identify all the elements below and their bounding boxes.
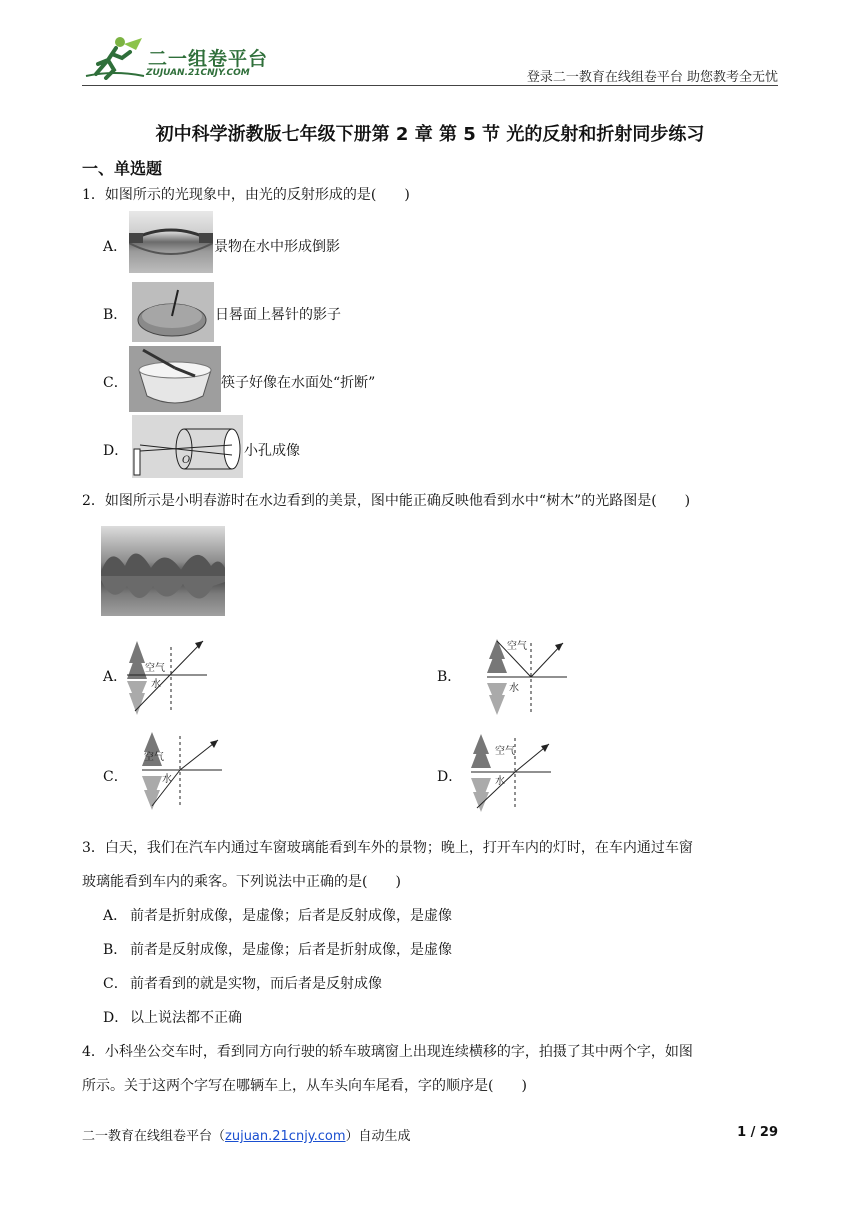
q1-option-a-text: 景物在水中形成倒影 bbox=[214, 239, 340, 255]
q2a-water-label: 水 bbox=[151, 679, 161, 690]
q1-option-c-label: C． bbox=[103, 375, 128, 391]
q2-option-a-diagram bbox=[125, 637, 210, 715]
q2-option-d-diagram bbox=[467, 732, 552, 812]
bridge-reflection-image bbox=[129, 211, 213, 273]
q1-option-d-text: 小孔成像 bbox=[244, 443, 300, 459]
page-number: 1 / 29 bbox=[737, 1125, 778, 1140]
q1-option-b-text: 日晷面上晷针的影子 bbox=[215, 307, 341, 323]
footer-source bbox=[82, 1125, 411, 1144]
page-title: 初中科学浙教版七年级下册第 2 章 第 5 节 光的反射和折射同步练习 bbox=[155, 124, 705, 145]
q2-option-b-label: B． bbox=[437, 669, 462, 685]
chopstick-bowl-photo bbox=[129, 346, 221, 412]
q3-option-c-label: C． bbox=[103, 976, 128, 992]
runner-logo-icon bbox=[84, 34, 146, 80]
question-1-stem: 1．如图所示的光现象中，由光的反射形成的是( ) bbox=[82, 187, 410, 203]
logo-subtext: ZUJUAN.21CNJY.COM bbox=[146, 68, 250, 78]
question-3-stem-line-1: 3．白天，我们在汽车内通过车窗玻璃能看到车外的景物；晚上，打开车内的灯时，在车内通过车窗 bbox=[82, 840, 693, 856]
q1-option-b-label: B． bbox=[103, 307, 128, 323]
q3-option-b-label: B． bbox=[103, 942, 128, 958]
chopstick-bowl-image bbox=[129, 346, 221, 412]
q2-option-c-label: C． bbox=[103, 769, 128, 785]
q3-option-b-text: 前者是反射成像，是虚像；后者是折射成像，是虚像 bbox=[130, 942, 452, 958]
logo-text: 二一组卷平台 bbox=[148, 48, 269, 70]
sundial-image bbox=[132, 282, 214, 342]
q2-option-d-label: D． bbox=[437, 769, 463, 785]
footer-suffix: ）自动生成 bbox=[345, 1129, 411, 1144]
footer-link[interactable]: zujuan.21cnjy.com bbox=[225, 1129, 346, 1144]
question-2-stem: 2．如图所示是小明春游时在水边看到的美景，图中能正确反映他看到水中“树木”的光路图是( ) bbox=[82, 493, 691, 509]
q2-option-b-diagram bbox=[485, 637, 570, 715]
q2a-air-label: 空气 bbox=[145, 663, 165, 674]
q1-option-d-label: D． bbox=[103, 443, 129, 459]
header-slogan: 登录二一教育在线组卷平台 助您教考全无忧 bbox=[526, 70, 778, 85]
logo bbox=[84, 34, 146, 80]
section-heading: 一、单选题 bbox=[82, 159, 163, 178]
pinhole-camera-diagram bbox=[132, 415, 243, 478]
q3-option-c-text: 前者看到的就是实物，而后者是反射成像 bbox=[130, 976, 382, 992]
q3-option-a-text: 前者是折射成像，是虚像；后者是反射成像，是虚像 bbox=[130, 908, 452, 924]
q2b-air-label: 空气 bbox=[507, 641, 527, 652]
q2-option-a-label: A． bbox=[103, 669, 128, 685]
lake-trees-photo bbox=[101, 526, 225, 616]
svg-text:O: O bbox=[182, 455, 191, 466]
header-divider bbox=[82, 85, 778, 86]
q2b-water-label: 水 bbox=[509, 683, 519, 694]
question-4-stem-line-2: 所示。关于这两个字写在哪辆车上，从车头向车尾看，字的顺序是( ) bbox=[82, 1078, 527, 1094]
q2-option-c-diagram bbox=[140, 730, 225, 810]
lake-trees-image bbox=[101, 526, 225, 616]
q2c-water-label: 水 bbox=[162, 774, 172, 785]
q3-option-d-label: D． bbox=[103, 1010, 129, 1026]
footer-prefix: 二一教育在线组卷平台（ bbox=[82, 1129, 226, 1144]
q2c-air-label: 空气 bbox=[144, 752, 164, 763]
question-3-stem-line-2: 玻璃能看到车内的乘客。下列说法中正确的是( ) bbox=[82, 874, 401, 890]
q1-option-a-label: A． bbox=[103, 239, 128, 255]
sundial-photo bbox=[132, 282, 214, 342]
q3-option-a-label: A． bbox=[103, 908, 128, 924]
question-4-stem-line-1: 4．小科坐公交车时，看到同方向行驶的轿车玻璃窗上出现连续横移的字，拍摄了其中两个字，如图 bbox=[82, 1044, 693, 1060]
q1-option-c-text: 筷子好像在水面处“折断” bbox=[221, 375, 376, 391]
q3-option-d-text: 以上说法都不正确 bbox=[130, 1010, 242, 1026]
q2d-water-label: 水 bbox=[495, 776, 505, 787]
bridge-reflection-photo bbox=[129, 211, 213, 273]
q2d-air-label: 空气 bbox=[495, 746, 515, 757]
pinhole-camera-image bbox=[132, 415, 243, 478]
